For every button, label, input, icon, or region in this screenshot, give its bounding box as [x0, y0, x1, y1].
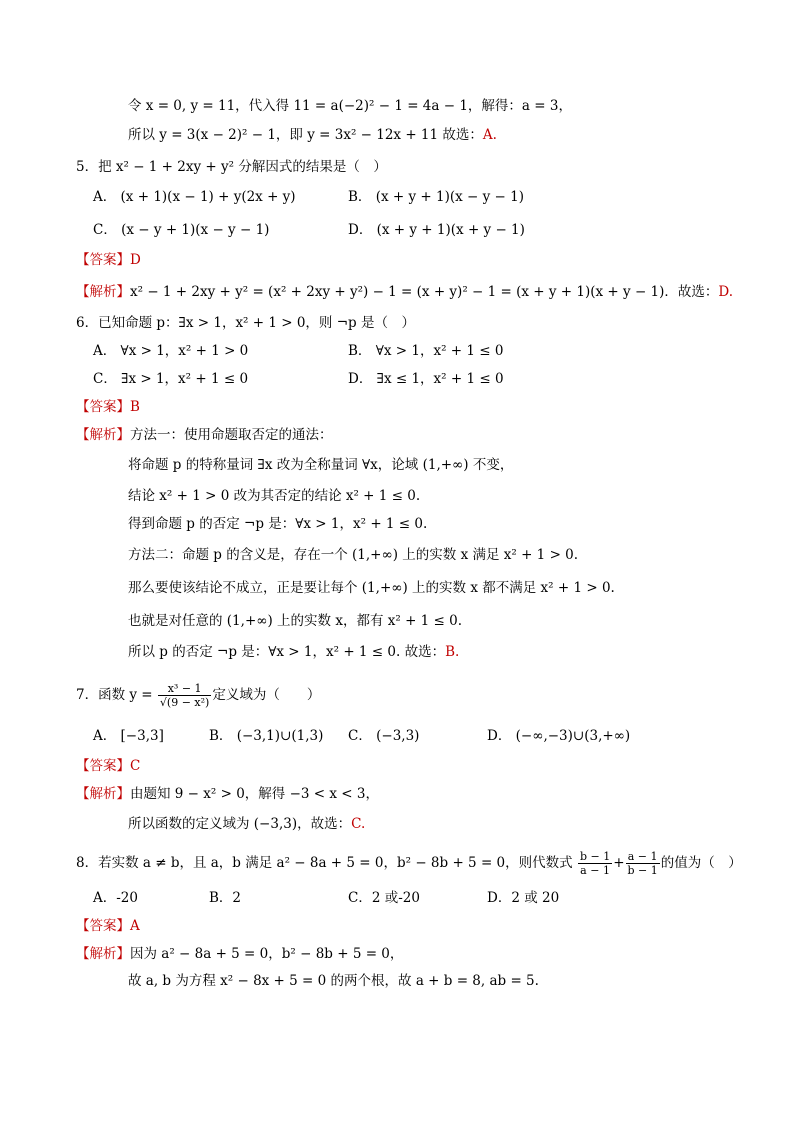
- q4-solution-line-2: 所以 y = 3(x − 2)² − 1，即 y = 3x² − 12x + 11 故选：A.: [128, 127, 497, 143]
- answer-tag: 【答案】: [76, 399, 130, 415]
- q8-stem: 8．若实数 a ≠ b，且 a，b 满足 a² − 8a + 5 = 0，b² − 8b + 5 = 0，则代数式 $\frac{b - 1}{a - 1}$ + $\frac{a - 1}{b - 1}$ 的值为（ ）: [76, 850, 742, 877]
- analysis-tag: 【解析】: [76, 786, 130, 802]
- q6-option-b: B． ∀x > 1，x² + 1 ≤ 0: [348, 343, 504, 359]
- q4-choice: A.: [482, 127, 497, 143]
- q5-option-d: D． (x + y + 1)(x + y − 1): [348, 222, 525, 238]
- q7-option-d: D． (−∞,−3)∪(3,+∞): [487, 728, 631, 744]
- q6-stem: 6．已知命题 p：∃x > 1，x² + 1 > 0，则 ¬p 是（ ）: [76, 315, 415, 331]
- q7-fraction: $\frac{\text{x³ − 1}}{\text{√(9 − x²)}}$: [159, 682, 210, 709]
- q8-option-b: B．2: [209, 890, 242, 906]
- q8-analysis-line-2: 故 a, b 为方程 x² − 8x + 5 = 0 的两个根，故 a + b = 8, ab = 5.: [128, 973, 539, 989]
- analysis-tag: 【解析】: [76, 946, 130, 962]
- analysis-tag: 【解析】: [76, 284, 130, 300]
- q6-analysis-line-3: 结论 x² + 1 > 0 改为其否定的结论 x² + 1 ≤ 0.: [128, 488, 421, 504]
- answer-tag: 【答案】: [76, 918, 130, 934]
- q6-analysis-line-4: 得到命题 p 的否定 ¬p 是：∀x > 1，x² + 1 ≤ 0.: [128, 516, 428, 532]
- q8-option-c: C．2 或-20: [348, 890, 420, 906]
- q5-answer-value: D: [130, 252, 141, 268]
- q8-answer: [76, 916, 140, 936]
- q6-answer: [76, 397, 140, 417]
- q6-option-a: A． ∀x > 1，x² + 1 > 0: [93, 343, 249, 359]
- analysis-tag: 【解析】: [76, 427, 130, 443]
- q5-stem: 5．把 x² − 1 + 2xy + y² 分解因式的结果是（ ）: [76, 159, 387, 175]
- q7-answer: [76, 756, 140, 776]
- q6-option-d: D． ∃x ≤ 1，x² + 1 ≤ 0: [348, 371, 504, 387]
- q6-analysis-line-8: 所以 p 的否定 ¬p 是：∀x > 1，x² + 1 ≤ 0. 故选：B.: [128, 644, 460, 660]
- q7-analysis-line-2: 所以函数的定义域为 (−3,3)，故选：C.: [128, 816, 366, 832]
- q6-analysis: 【解析】方法一：使用命题取否定的通法：: [76, 427, 333, 443]
- q4-solution-line-1: 令 x = 0, y = 11，代入得 11 = a(−2)² − 1 = 4a − 1，解得：a = 3，: [128, 98, 572, 114]
- q6-analysis-line-7: 也就是对任意的 (1,+∞) 上的实数 x，都有 x² + 1 ≤ 0.: [128, 613, 463, 629]
- q7-analysis: 【解析】由题知 9 − x² > 0，解得 −3 < x < 3，: [76, 786, 379, 802]
- q6-option-c: C． ∃x > 1，x² + 1 ≤ 0: [93, 371, 249, 387]
- q5-option-c: C． (x − y + 1)(x − y − 1): [93, 222, 270, 238]
- q8-option-d: D．2 或 20: [487, 890, 560, 906]
- q6-analysis-line-5: 方法二：命题 p 的含义是，存在一个 (1,+∞) 上的实数 x 满足 x² + 1 > 0.: [128, 547, 579, 563]
- q5-option-a: A． (x + 1)(x − 1) + y(2x + y): [93, 189, 296, 205]
- q8-option-a: A．-20: [93, 890, 138, 906]
- q5-analysis: 【解析】x² − 1 + 2xy + y² = (x² + 2xy + y²) − 1 = (x + y)² − 1 = (x + y + 1)(x + y − 1)．故选：D.: [76, 284, 734, 300]
- q6-analysis-line-2: 将命题 p 的特称量词 ∃x 改为全称量词 ∀x，论域 (1,+∞) 不变，: [128, 457, 514, 473]
- q7-option-b: B． (−3,1)∪(1,3): [209, 728, 324, 744]
- q8-fraction-1: $\frac{b - 1}{a - 1}$: [579, 850, 611, 877]
- answer-tag: 【答案】: [76, 252, 130, 268]
- q7-answer-value: C: [130, 758, 141, 774]
- q7-option-a: A． [−3,3]: [93, 728, 164, 744]
- answer-tag: 【答案】: [76, 758, 130, 774]
- q8-analysis: 【解析】因为 a² − 8a + 5 = 0，b² − 8b + 5 = 0，: [76, 946, 404, 962]
- q8-answer-value: A: [130, 918, 140, 934]
- q7-stem: 7．函数 y = $\frac{\text{x³ − 1}}{\text{√(9 − x²)}}$ 定义域为（ ）: [76, 682, 321, 709]
- q7-option-c: C． (−3,3): [348, 728, 420, 744]
- q5-option-b: B． (x + y + 1)(x − y − 1): [348, 189, 525, 205]
- q6-analysis-line-6: 那么要使该结论不成立，正是要让每个 (1,+∞) 上的实数 x 都不满足 x² + 1 > 0.: [128, 580, 615, 596]
- q5-answer: [76, 250, 141, 270]
- q8-fraction-2: $\frac{a - 1}{b - 1}$: [627, 850, 658, 877]
- q6-answer-value: B: [130, 399, 140, 415]
